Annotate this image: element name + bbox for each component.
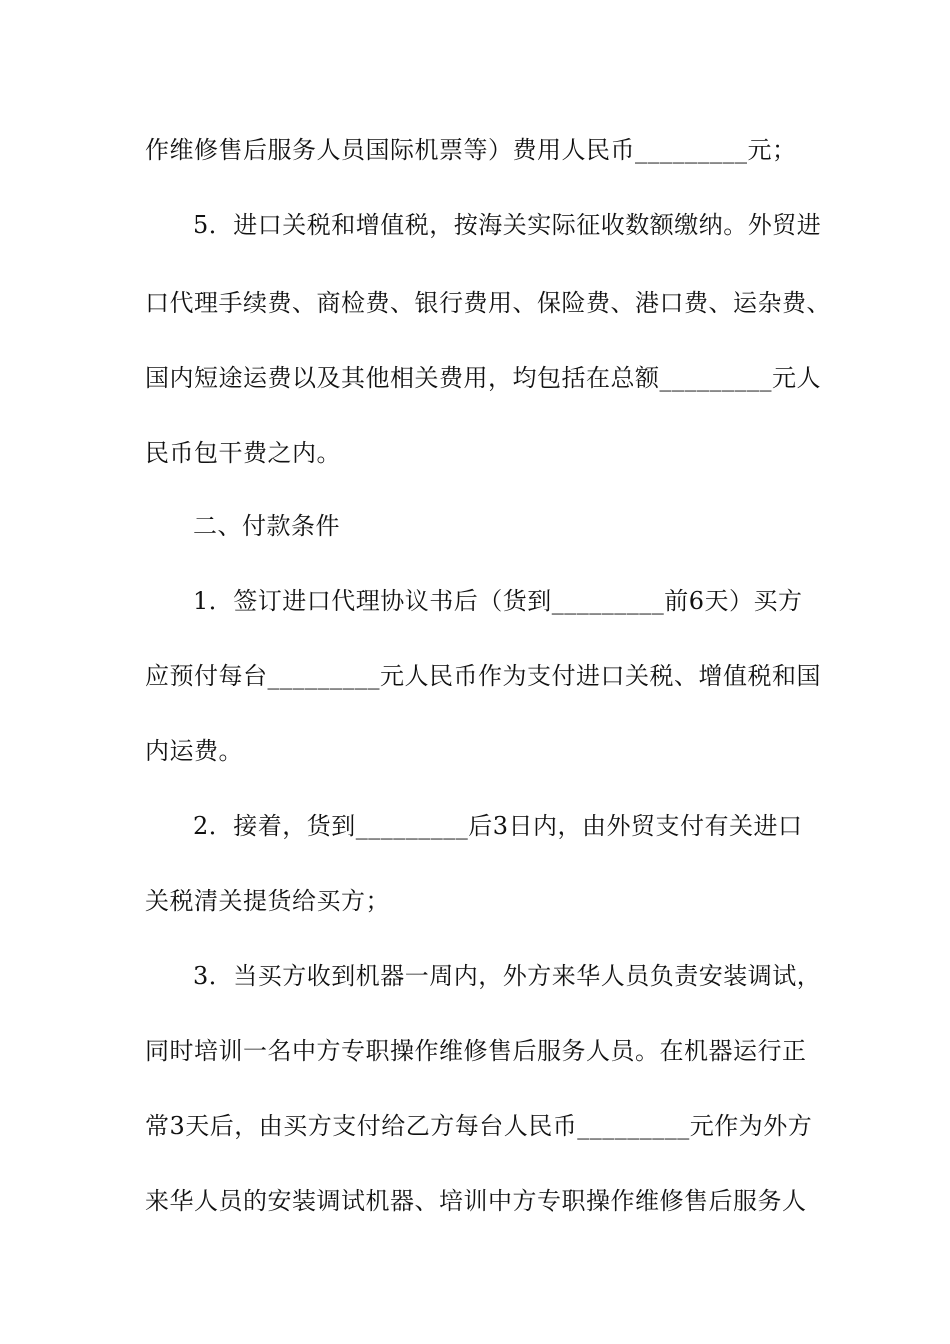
text-line: 来华人员的安装调试机器、培训中方专职操作维修售后服务人 [145, 1187, 807, 1215]
text-line: 应预付每台_________元人民币作为支付进口关税、增值税和国 [145, 662, 821, 690]
text-line: 作维修售后服务人员国际机票等）费用人民币_________元； [145, 136, 797, 164]
text-line: 内运费。 [145, 737, 243, 765]
text-line: 民币包干费之内。 [145, 439, 341, 467]
text-line: 5．进口关税和增值税，按海关实际征收数额缴纳。外贸进 [193, 211, 822, 239]
text-line: 2．接着，货到_________后3日内，由外贸支付有关进口 [193, 812, 803, 840]
text-line: 3．当买方收到机器一周内，外方来华人员负责安装调试， [193, 962, 822, 990]
text-line: 同时培训一名中方专职操作维修售后服务人员。在机器运行正 [145, 1037, 807, 1065]
text-line: 口代理手续费、商检费、银行费用、保险费、港口费、运杂费、 [145, 289, 831, 317]
text-line: 1．签订进口代理协议书后（货到_________前6天）买方 [193, 587, 803, 615]
section-heading: 二、付款条件 [193, 512, 340, 540]
text-line: 常3天后，由买方支付给乙方每台人民币_________元作为外方 [145, 1112, 813, 1140]
text-line: 关税清关提货给买方； [145, 887, 390, 915]
text-line: 国内短途运费以及其他相关费用，均包括在总额_________元人 [145, 364, 821, 392]
